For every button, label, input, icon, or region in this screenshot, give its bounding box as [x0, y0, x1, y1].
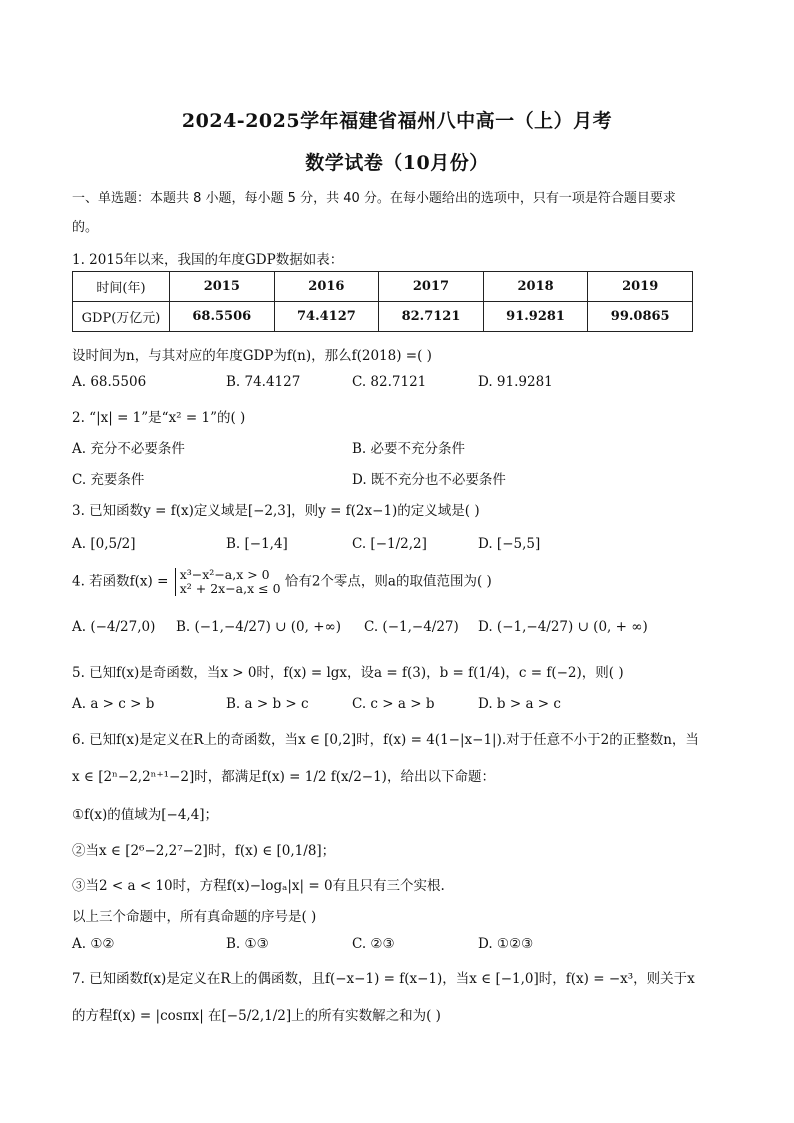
table-cell: 2015	[170, 272, 275, 302]
question-6-ask: 以上三个命题中，所有真命题的序号是( )	[72, 909, 317, 925]
option-c: C. [−1/2,2]	[352, 536, 427, 552]
section-instruction: 一、单选题：本题共 8 小题，每小题 5 分，共 40 分。在每小题给出的选项中，只有一项是符合题目要求	[72, 191, 676, 206]
option-d: D. [−5,5]	[478, 536, 541, 552]
question-4-stem-post: 恰有2个零点，则a的取值范围为( )	[284, 573, 492, 590]
exam-title: 2024-2025学年福建省福州八中高一（上）月考	[181, 110, 613, 132]
option-d: D. ①②③	[478, 936, 534, 952]
option-c: C. c > a > b	[352, 696, 435, 712]
option-b: B. a > b > c	[226, 696, 309, 712]
table-header-year: 时间(年)	[73, 272, 170, 302]
option-c: C. ②③	[352, 936, 395, 952]
question-6-stem-cont: x ∈ [2ⁿ−2,2ⁿ⁺¹−2]时，都满足f(x) = 1/2 f(x/2−1)，给出以下命题：	[72, 769, 495, 785]
option-a: A. (−4/27,0)	[72, 619, 156, 635]
table-cell: 74.4127	[274, 302, 379, 332]
gdp-table	[72, 271, 693, 332]
question-1-ask: 设时间为n，与其对应的年度GDP为f(n)，那么f(2018) =( )	[72, 348, 432, 364]
option-a: A. 充分不必要条件	[72, 441, 185, 457]
question-7-stem: 7. 已知函数f(x)是定义在R上的偶函数，且f(−x−1) = f(x−1)，当x ∈ [−1,0]时，f(x) = −x³，则关于x	[72, 971, 695, 987]
option-c: C. 充要条件	[72, 472, 145, 488]
option-a: A. [0,5/2]	[72, 536, 136, 552]
option-a: A. 68.5506	[72, 374, 147, 390]
piecewise-case-2: x² + 2x−a,x ≤ 0	[179, 581, 281, 596]
table-cell: 91.9281	[483, 302, 588, 332]
proposition-2: ②当x ∈ [2⁶−2,2⁷−2]时，f(x) ∈ [0,1/8]；	[72, 843, 336, 859]
table-cell: 2017	[379, 272, 484, 302]
option-b: B. [−1,4]	[226, 536, 288, 552]
piecewise-brace	[175, 568, 281, 596]
question-4-stem-pre: 4. 若函数f(x) =	[72, 573, 169, 590]
option-b: B. (−1,−4/27) ∪ (0, +∞)	[176, 619, 342, 635]
option-b: B. 必要不充分条件	[352, 441, 466, 457]
question-7-stem-cont: 的方程f(x) = |cosπx| 在[−5/2,1/2]上的所有实数解之和为( )	[72, 1008, 441, 1024]
option-a: A. ①②	[72, 936, 115, 952]
piecewise-case-1: x³−x²−a,x > 0	[179, 567, 270, 582]
question-3-stem: 3. 已知函数y = f(x)定义域是[−2,3]，则y = f(2x−1)的定义域是( )	[72, 503, 480, 519]
option-d: D. (−1,−4/27) ∪ (0, + ∞)	[478, 619, 648, 635]
option-b: B. 74.4127	[226, 374, 301, 390]
option-d: D. 91.9281	[478, 374, 553, 390]
table-cell: 82.7121	[379, 302, 484, 332]
table-cell: 68.5506	[170, 302, 275, 332]
proposition-3: ③当2 < a < 10时，方程f(x)−logₐ|x| = 0有且只有三个实根.	[72, 878, 445, 894]
option-c: C. (−1,−4/27)	[364, 619, 459, 635]
table-header-gdp: GDP(万亿元)	[73, 302, 170, 332]
table-cell: 99.0865	[588, 302, 693, 332]
option-d: D. b > a > c	[478, 696, 561, 712]
exam-subtitle: 数学试卷（10月份）	[305, 152, 489, 174]
question-6-stem: 6. 已知f(x)是定义在R上的奇函数，当x ∈ [0,2]时，f(x) = 4(1−|x−1|).对于任意不小于2的正整数n，当	[72, 732, 699, 748]
table-cell: 2018	[483, 272, 588, 302]
table-row	[73, 272, 693, 302]
proposition-1: ①f(x)的值域为[−4,4]；	[72, 807, 219, 823]
question-5-stem: 5. 已知f(x)是奇函数，当x > 0时，f(x) = lgx，设a = f(3)，b = f(1/4)，c = f(−2)，则( )	[72, 665, 624, 681]
option-c: C. 82.7121	[352, 374, 427, 390]
table-row	[73, 302, 693, 332]
question-1-stem: 1. 2015年以来，我国的年度GDP数据如表：	[72, 252, 344, 268]
section-instruction-cont: 的。	[72, 220, 99, 235]
table-cell: 2016	[274, 272, 379, 302]
table-cell: 2019	[588, 272, 693, 302]
option-b: B. ①③	[226, 936, 269, 952]
option-a: A. a > c > b	[72, 696, 155, 712]
option-d: D. 既不充分也不必要条件	[352, 472, 506, 488]
question-2-stem: 2. “|x| = 1”是“x² = 1”的( )	[72, 410, 246, 426]
question-4-stem	[72, 568, 492, 596]
